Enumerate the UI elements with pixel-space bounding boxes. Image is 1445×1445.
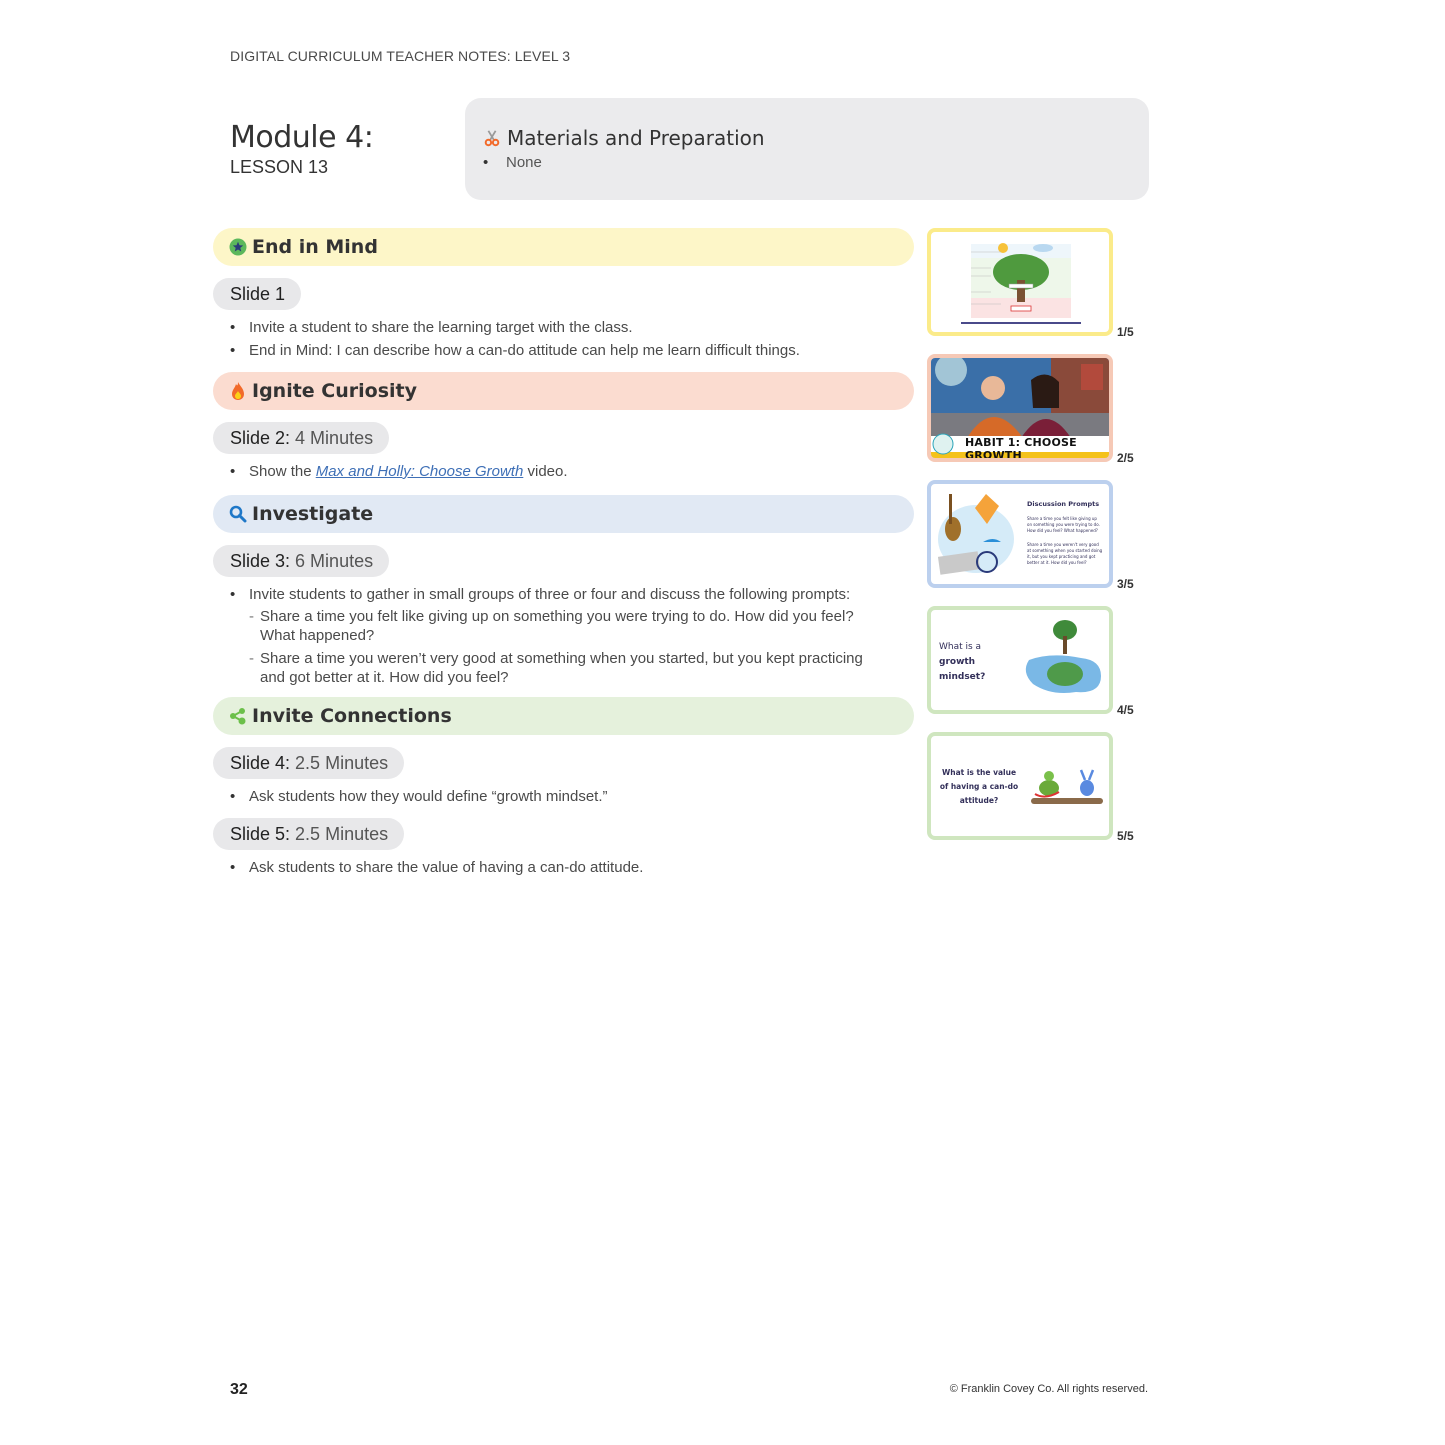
slide-count: 5/5 (1117, 829, 1134, 843)
module-heading (230, 120, 373, 178)
tortoise-and-hare-illustration (1029, 766, 1105, 810)
materials-list (483, 154, 1131, 171)
slide-1-thumbnail[interactable] (927, 228, 1113, 336)
note-item: • Invite students to gather in small groups of three or four and discuss the following prompts: - Share a time you felt like giving up on something you were trying to do. How did you feel? What happened? - Share a time you weren’t very good at something when you started, but you kept practicing and got better at it. How did you feel? (213, 583, 914, 687)
slide-2-notes (213, 460, 914, 483)
prompt-item: - Share a time you weren’t very good at something when you started, but you kept practicing and got better at it. How did you feel? (249, 649, 889, 687)
section-ignite-curiosity (213, 372, 914, 410)
slide-1-notes (213, 316, 914, 362)
slide-question: What is the value of having a can-do attitude? (939, 768, 1019, 805)
slide-question: What is a growth mindset? (939, 642, 986, 682)
slide-3-pill: Slide 3: 6 Minutes (213, 545, 389, 577)
slide-2-pill: Slide 2: 4 Minutes (213, 422, 389, 454)
materials-title: Materials and Preparation (507, 126, 765, 150)
tree-reflection-illustration (1021, 616, 1107, 706)
video-link-max-and-holly[interactable]: Max and Holly: Choose Growth (315, 463, 524, 480)
slide-count: 3/5 (1117, 577, 1134, 591)
module-title: Module 4: (230, 120, 374, 155)
note-item: • Ask students to share the value of having a can-do attitude. (213, 856, 914, 879)
slide-2-thumbnail[interactable] (927, 354, 1113, 462)
slide-count: 4/5 (1117, 703, 1134, 717)
section-title: End in Mind (252, 236, 378, 258)
prompt-text: Share a time you weren't very good at something when you started doing it, but you kept practicing and got better at it. How did you feel? (1027, 542, 1103, 565)
slide-count: 1/5 (1117, 325, 1134, 339)
share-nodes-icon (229, 707, 247, 725)
slide-4-pill: Slide 4: 2.5 Minutes (213, 747, 404, 779)
magnifier-icon (229, 505, 247, 523)
slide-4-notes (213, 785, 914, 808)
video-title: HABIT 1: CHOOSE GROWTH (965, 436, 1077, 462)
section-title: Ignite Curiosity (252, 380, 417, 402)
section-title: Investigate (252, 503, 374, 525)
lesson-label: LESSON 13 (230, 157, 329, 177)
note-item: • Ask students how they would define “growth mindset.” (213, 785, 914, 808)
learning-tree-illustration (931, 232, 1109, 332)
discussion-prompts-title: Discussion Prompts (1027, 500, 1100, 508)
star-badge-icon (229, 238, 247, 256)
lesson-content (213, 228, 914, 879)
section-invite-connections (213, 697, 914, 735)
materials-item: • None (483, 154, 1131, 171)
discussion-prompts (249, 607, 914, 687)
section-investigate (213, 495, 914, 533)
copyright: © Franklin Covey Co. All rights reserved. (949, 1383, 1148, 1395)
section-title: Invite Connections (252, 705, 452, 727)
note-item: • Show the Max and Holly: Choose Growth video. (213, 460, 914, 483)
slide-5-pill: Slide 5: 2.5 Minutes (213, 818, 404, 850)
slide-3-thumbnail[interactable] (927, 480, 1113, 588)
note-item: • Invite a student to share the learning target with the class. (213, 316, 914, 339)
scissors-icon (483, 129, 501, 147)
discussion-illustration (931, 484, 1109, 584)
page-number: 32 (230, 1381, 248, 1398)
section-end-in-mind (213, 228, 914, 266)
flame-icon (229, 382, 247, 400)
slide-1-pill: Slide 1 (213, 278, 301, 310)
materials-heading (483, 126, 1131, 150)
slide-5-notes (213, 856, 914, 879)
slide-4-thumbnail[interactable] (927, 606, 1113, 714)
running-header: DIGITAL CURRICULUM TEACHER NOTES: LEVEL 3 (230, 48, 571, 64)
prompt-item: - Share a time you felt like giving up on something you were trying to do. How did you feel? What happened? (249, 607, 889, 645)
note-item: • End in Mind: I can describe how a can-do attitude can help me learn difficult things. (213, 339, 914, 362)
slide-3-notes (213, 583, 914, 687)
slide-count: 2/5 (1117, 451, 1134, 465)
materials-panel (465, 98, 1149, 200)
slide-5-thumbnail[interactable] (927, 732, 1113, 840)
prompt-text: Share a time you felt like giving up on something you were trying to do. How did you feel? What happened? (1027, 516, 1100, 533)
